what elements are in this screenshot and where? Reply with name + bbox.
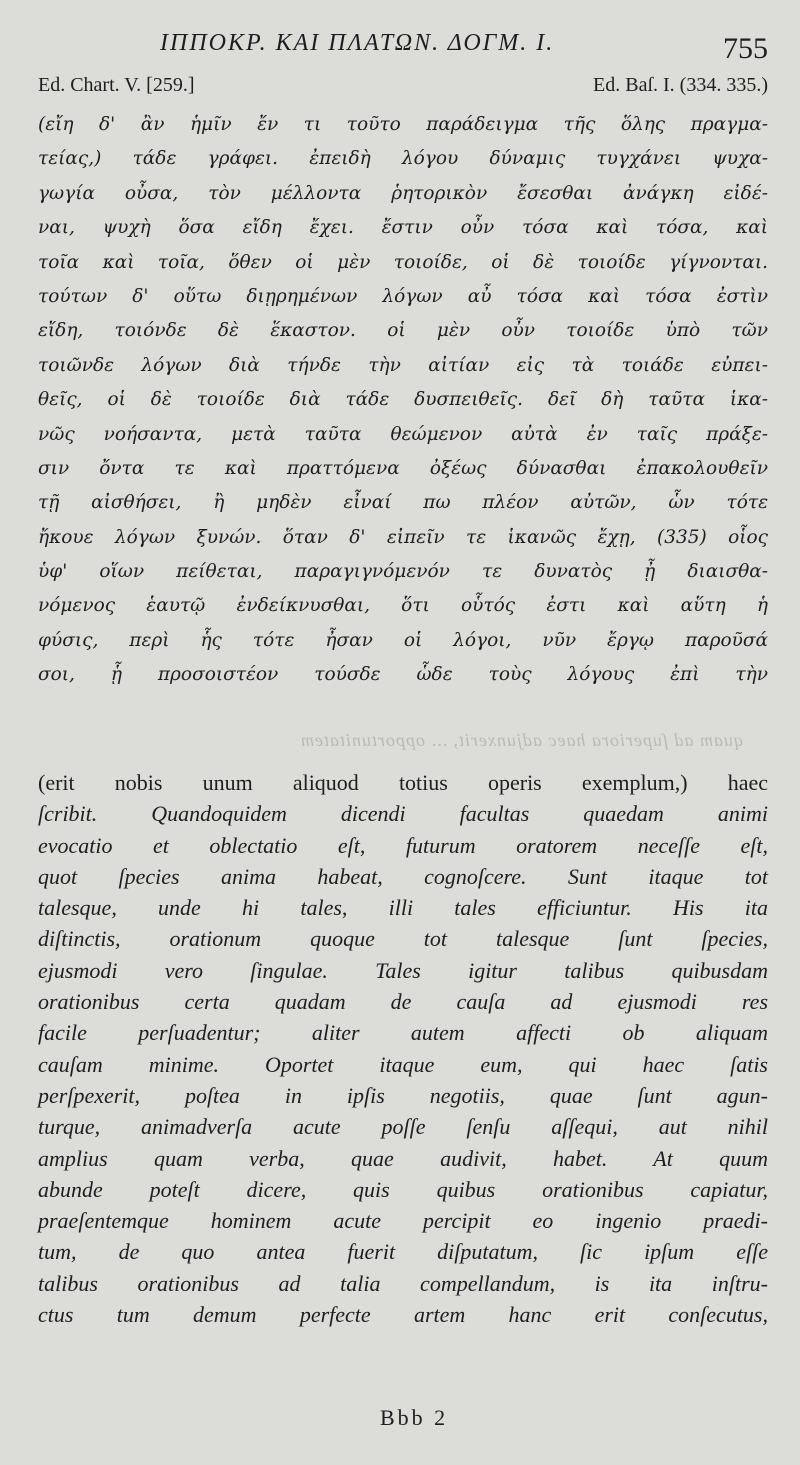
greek-line: θεῖς, οἱ δὲ τοιοίδε διὰ τάδε δυσπειθεῖς. δεῖ δὴ ταῦτα ἱκα- [38, 389, 768, 411]
greek-line: ἤκουε λόγων ξυνών. ὅταν δ' εἰπεῖν τε ἱκανῶς ἔχῃ, (335) οἷος [38, 526, 768, 548]
latin-line: perſpexerit, poſtea in ipſis negotiis, quae ſunt agun- [38, 1082, 768, 1108]
page-number: 755 [723, 32, 768, 65]
greek-text-block [38, 108, 768, 693]
latin-line: (erit nobis unum aliquod totius operis exemplum,) haec [38, 770, 768, 795]
latin-text-block [38, 767, 768, 1330]
edition-reference-chartier: Ed. Chart. V. [259.] [38, 74, 195, 96]
running-head: ΙΠΠΟΚΡ. ΚΑΙ ΠΛΑΤΩΝ. ΔΟΓΜ. Ι. [160, 30, 555, 56]
latin-line: praeſentemque hominem acute percipit eo ingenio praedi- [38, 1208, 768, 1234]
latin-line: tum, de quo antea fuerit diſputatum, ſic ipſum eſſe [38, 1239, 768, 1265]
latin-line: amplius quam verba, quae audivit, habet. At quum [38, 1145, 768, 1171]
bleed-through-text: quam ad ſuperiora haec adjunxerit, ... opportunitatem [300, 730, 743, 750]
latin-line: facile perſuadentur; aliter autem affecti ob aliquam [38, 1020, 768, 1046]
greek-line: εἴδη, τοιόνδε δὲ ἕκαστον. οἱ μὲν οὖν τοιοίδε ὑπὸ τῶν [38, 320, 768, 342]
greek-line: σοι, ᾗ προσοιστέον τούσδε ὧδε τοὺς λόγους ἐπὶ τὴν [38, 664, 768, 686]
latin-line: diſtinctis, orationum quoque tot talesque ſunt ſpecies, [38, 926, 768, 952]
greek-line: τούτων δ' οὕτω διῃρημένων λόγων αὖ τόσα καὶ τόσα ἐστὶν [38, 285, 768, 307]
greek-line: τοῖα καὶ τοῖα, ὅθεν οἱ μὲν τοιοίδε, οἱ δὲ τοιοίδε γίγνονται. [38, 251, 768, 273]
latin-line: evocatio et oblectatio eſt, futurum oratorem neceſſe eſt, [38, 832, 768, 858]
greek-line: τοιῶνδε λόγων διὰ τήνδε τὴν αἰτίαν εἰς τὰ τοιάδε εὐπει- [38, 354, 768, 376]
greek-line: τείας,) τάδε γράφει. ἐπειδὴ λόγου δύναμις τυγχάνει ψυχα- [38, 148, 768, 170]
latin-line: talesque, unde hi tales, illi tales efficiuntur. His ita [38, 895, 768, 921]
greek-line: (εἴη δ' ἂν ἡμῖν ἔν τι τοῦτο παράδειγμα τῆς ὅλης πραγμα- [38, 114, 768, 135]
edition-reference-basel: Ed. Baſ. I. (334. 335.) [593, 74, 768, 96]
latin-line: quot ſpecies anima habeat, cognoſcere. Sunt itaque tot [38, 863, 768, 889]
latin-line: talibus orationibus ad talia compellandum, is ita inſtru- [38, 1270, 768, 1296]
latin-line: orationibus certa quadam de cauſa ad ejusmodi res [38, 989, 768, 1015]
latin-line: abunde poteſt dicere, quis quibus orationibus capiatur, [38, 1176, 768, 1202]
greek-line: γωγία οὖσα, τὸν μέλλοντα ῥητορικὸν ἔσεσθαι ἀνάγκη εἰδέ- [38, 182, 768, 204]
latin-line: cauſam minime. Oportet itaque eum, qui haec ſatis [38, 1051, 768, 1077]
signature-mark: Bbb 2 [380, 1405, 449, 1430]
greek-line: τῇ αἰσθήσει, ἢ μηδὲν εἶναί πω πλέον αὐτῶν, ὧν τότε [38, 492, 768, 514]
greek-line: ναι, ψυχὴ ὅσα εἴδη ἔχει. ἔστιν οὖν τόσα καὶ τόσα, καὶ [38, 217, 768, 239]
latin-line: ctus tum demum perfecte artem hanc erit conſecutus, [38, 1302, 768, 1328]
latin-line: ſcribit. Quandoquidem dicendi facultas quaedam animi [38, 801, 768, 827]
greek-line: ὑφ' οἵων πείθεται, παραγιγνόμενόν τε δυνατὸς ᾖ διαισθα- [38, 561, 768, 583]
greek-line: σιν ὄντα τε καὶ πραττόμενα ὀξέως δύνασθαι ἐπακολουθεῖν [38, 457, 768, 479]
greek-line: φύσις, περὶ ἧς τότε ἦσαν οἱ λόγοι, νῦν ἔργῳ παροῦσά [38, 629, 768, 651]
latin-line: turque, animadverſa acute poſſe ſenſu aſſequi, aut nihil [38, 1114, 768, 1140]
latin-line: ejusmodi vero ſingulae. Tales igitur talibus quibusdam [38, 957, 768, 983]
greek-line: νῶς νοήσαντα, μετὰ ταῦτα θεώμενον αὐτὰ ἐν ταῖς πράξε- [38, 423, 768, 445]
greek-line: νόμενος ἑαυτῷ ἐνδείκνυσθαι, ὅτι οὗτός ἐστι καὶ αὕτη ἡ [38, 595, 768, 617]
